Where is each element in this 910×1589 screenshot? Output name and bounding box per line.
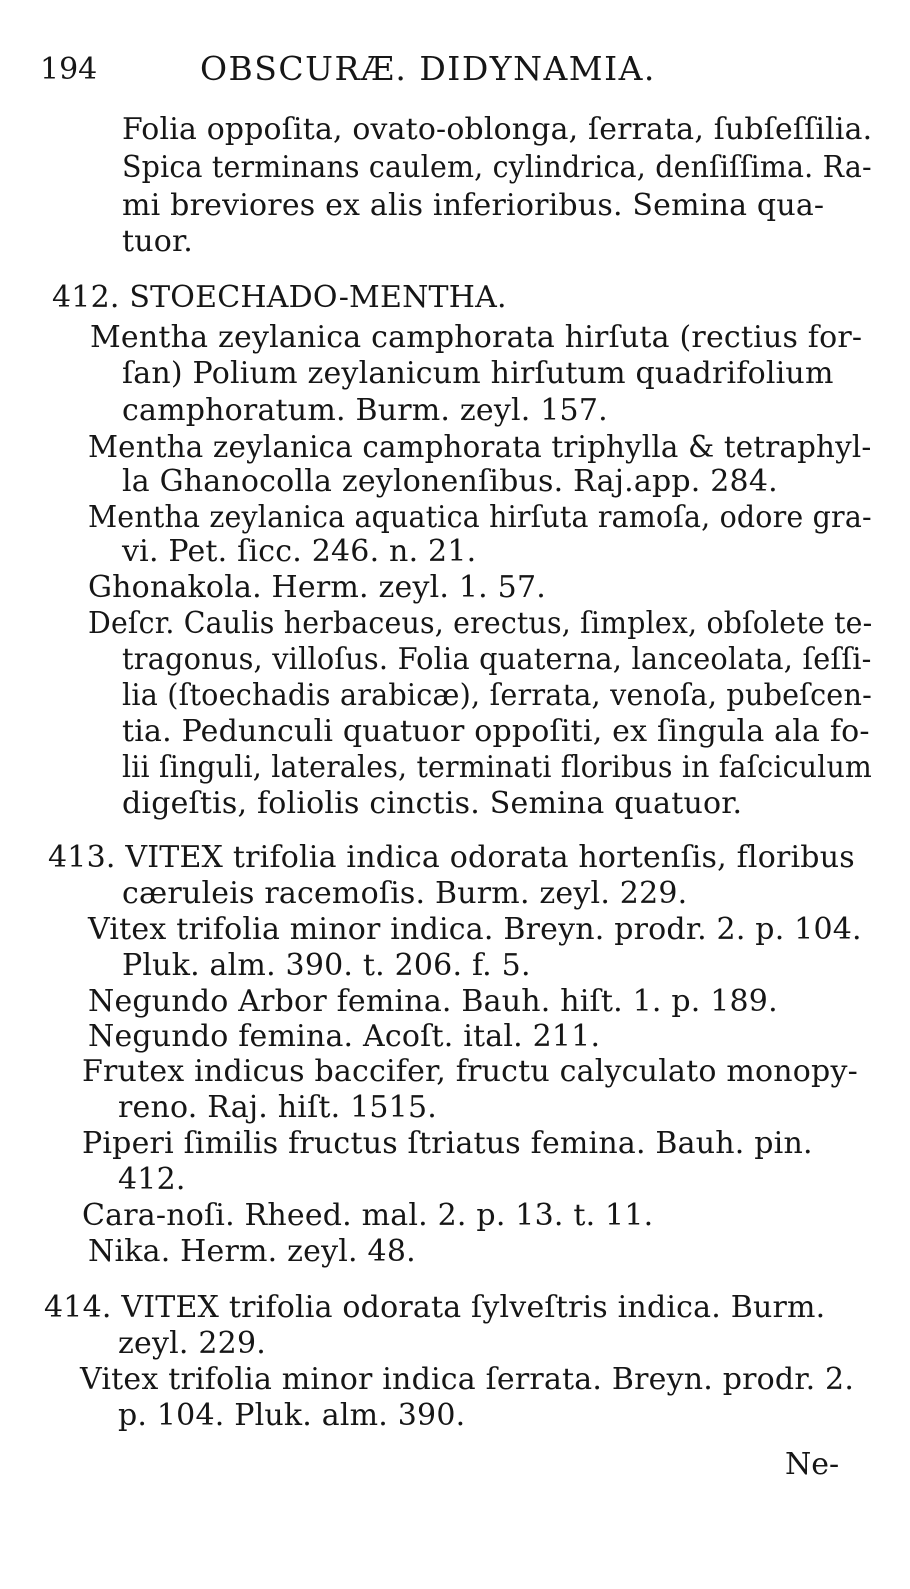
- text-line: lia (ſtoechadis arabicæ), ſerrata, venoſa, pubeſcen-: [122, 678, 872, 713]
- text-line: Negundo Arbor femina. Bauh. hiſt. 1. p. 189.: [88, 984, 778, 1019]
- text-line: p. 104. Pluk. alm. 390.: [118, 1398, 466, 1433]
- entry-heading-414: 414. VITEX trifolia odorata ſylveſtris indica. Burm.: [44, 1290, 826, 1325]
- text-line: cæruleis racemoſis. Burm. zeyl. 229.: [122, 876, 688, 911]
- text-line: Frutex indicus baccifer, fructu calyculato monopy-: [82, 1054, 858, 1089]
- text-line: Pluk. alm. 390. t. 206. f. 5.: [122, 948, 531, 983]
- text-line: Mentha zeylanica camphorata triphylla & tetraphyl-: [88, 430, 872, 465]
- text-line: Folia oppoſita, ovato-oblonga, ſerrata, ſubſeſſilia.: [122, 112, 873, 147]
- text-line: ſan) Polium zeylanicum hirſutum quadrifolium: [122, 356, 834, 391]
- text-line: Cara-noſi. Rheed. mal. 2. p. 13. t. 11.: [82, 1198, 654, 1233]
- text-line: Negundo femina. Acoſt. ital. 211.: [88, 1019, 601, 1054]
- text-line: reno. Raj. hiſt. 1515.: [118, 1090, 437, 1125]
- page-number: 194: [40, 52, 98, 87]
- text-line: Spica terminans caulem, cylindrica, denſiſſima. Ra-: [122, 150, 872, 185]
- text-line: Mentha zeylanica camphorata hirſuta (rectius for-: [90, 320, 863, 355]
- text-line: mi breviores ex alis inferioribus. Semina qua-: [122, 188, 825, 223]
- running-title: OBSCURÆ. DIDYNAMIA.: [200, 49, 656, 88]
- text-line: Nika. Herm. zeyl. 48.: [88, 1234, 416, 1269]
- text-line: tragonus, villoſus. Folia quaterna, lanceolata, ſeſſi-: [122, 642, 872, 677]
- text-line: lii ſinguli, laterales, terminati floribus in faſciculum: [122, 750, 873, 785]
- entry-heading-412: 412. STOECHADO-MENTHA.: [52, 280, 507, 315]
- text-line: tia. Pedunculi quatuor oppoſiti, ex ſingula ala fo-: [122, 714, 870, 749]
- text-line: Piperi ſimilis fructus ſtriatus femina. Bauh. pin.: [82, 1126, 813, 1161]
- text-line: Vitex trifolia minor indica. Breyn. prodr. 2. p. 104.: [88, 912, 862, 947]
- text-line: Deſcr. Caulis herbaceus, erectus, ſimplex, obſolete te-: [88, 606, 873, 641]
- text-line: vi. Pet. ſicc. 246. n. 21.: [122, 534, 477, 569]
- text-line: la Ghanocolla zeylonenſibus. Raj.app. 284.: [122, 464, 778, 499]
- text-line: camphoratum. Burm. zeyl. 157.: [122, 393, 608, 428]
- text-line: Vitex trifolia minor indica ſerrata. Breyn. prodr. 2.: [80, 1362, 855, 1397]
- catchword: Ne-: [785, 1447, 840, 1482]
- text-line: Ghonakola. Herm. zeyl. 1. 57.: [88, 570, 546, 605]
- text-line: zeyl. 229.: [118, 1326, 266, 1361]
- text-line: Mentha zeylanica aquatica hirſuta ramoſa, odore gra-: [88, 500, 872, 535]
- text-line: digeſtis, foliolis cinctis. Semina quatuor.: [122, 786, 743, 821]
- entry-heading-413: 413. VITEX trifolia indica odorata hortenſis, floribus: [48, 840, 855, 875]
- text-line: tuor.: [122, 224, 194, 259]
- text-line: 412.: [118, 1162, 186, 1197]
